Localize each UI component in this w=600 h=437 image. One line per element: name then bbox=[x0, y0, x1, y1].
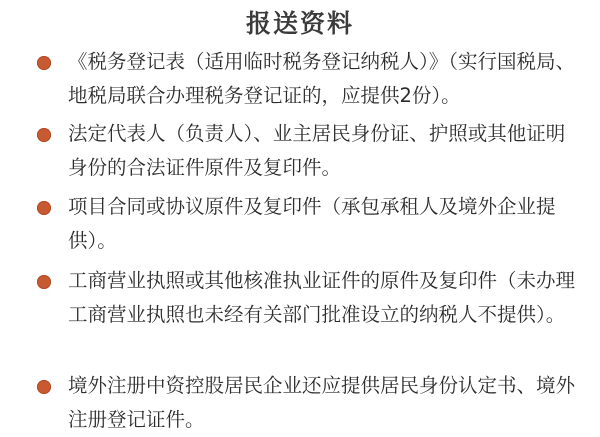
list-item bbox=[68, 117, 583, 185]
list-item-text: 工商营业执照或其他核准执业证件的原件及复印件（未办理工商营业执照也未经有关部门批准设立的纳税人不提供）。 bbox=[68, 269, 576, 326]
list-item bbox=[68, 369, 583, 437]
bullet-icon bbox=[37, 275, 51, 289]
list-item-text: 境外注册中资控股居民企业还应提供居民身份认定书、境外注册登记证件。 bbox=[68, 374, 576, 431]
list-item bbox=[68, 264, 583, 332]
list-item-text: 法定代表人（负责人）、业主居民身份证、护照或其他证明身份的合法证件原件及复印件。 bbox=[68, 122, 566, 179]
bullet-icon bbox=[37, 380, 51, 394]
list-item bbox=[68, 190, 583, 258]
page-title: 报送资料 bbox=[245, 9, 354, 38]
list-item-text: 项目合同或协议原件及复印件（承包承租人及境外企业提供）。 bbox=[68, 195, 556, 252]
bullet-icon bbox=[37, 56, 51, 70]
bullet-icon bbox=[37, 128, 51, 142]
list-item-text: 《税务登记表（适用临时税务登记纳税人）》（实行国税局、地税局联合办理税务登记证的，应提供2份）。 bbox=[68, 50, 576, 107]
bullet-icon bbox=[37, 201, 51, 215]
list-item bbox=[68, 45, 583, 113]
